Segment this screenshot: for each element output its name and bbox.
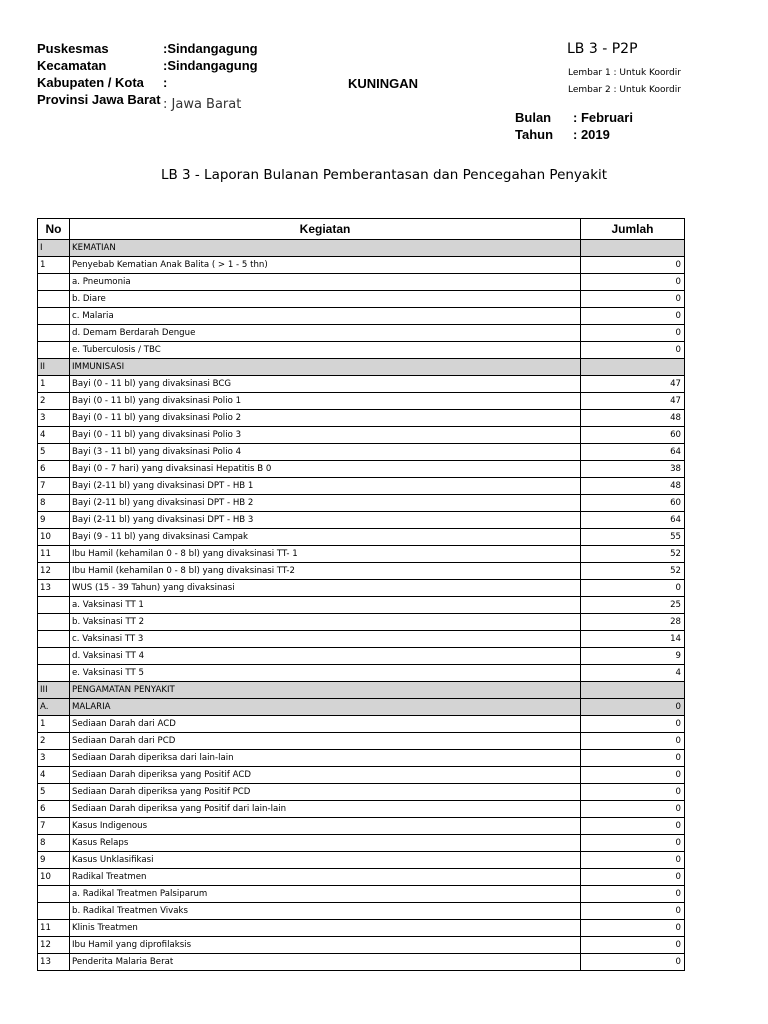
row-number: A. xyxy=(38,699,70,716)
row-kegiatan: Bayi (0 - 11 bl) yang divaksinasi Polio 2 xyxy=(70,410,581,427)
section-row xyxy=(38,359,685,376)
row-jumlah: 0 xyxy=(581,580,685,597)
row-jumlah: 48 xyxy=(581,410,685,427)
row-number: 2 xyxy=(38,733,70,750)
row-kegiatan: Klinis Treatmen xyxy=(70,920,581,937)
table-row xyxy=(38,801,685,818)
lembar-1-note: Lembar 1 : Untuk Koordir xyxy=(568,68,681,78)
row-number xyxy=(38,631,70,648)
row-number xyxy=(38,308,70,325)
row-kegiatan: Bayi (3 - 11 bl) yang divaksinasi Polio 4 xyxy=(70,444,581,461)
row-number: III xyxy=(38,682,70,699)
table-row xyxy=(38,291,685,308)
row-kegiatan: PENGAMATAN PENYAKIT xyxy=(70,682,581,699)
row-number xyxy=(38,342,70,359)
table-row xyxy=(38,631,685,648)
row-number xyxy=(38,597,70,614)
row-number xyxy=(38,648,70,665)
row-jumlah: 0 xyxy=(581,716,685,733)
table-row xyxy=(38,393,685,410)
row-kegiatan: Bayi (0 - 11 bl) yang divaksinasi Polio 1 xyxy=(70,393,581,410)
table-row xyxy=(38,614,685,631)
row-kegiatan: Bayi (2-11 bl) yang divaksinasi DPT - HB 3 xyxy=(70,512,581,529)
table-row xyxy=(38,597,685,614)
row-kegiatan: Bayi (9 - 11 bl) yang divaksinasi Campak xyxy=(70,529,581,546)
row-number xyxy=(38,903,70,920)
row-number xyxy=(38,665,70,682)
row-kegiatan: Bayi (0 - 11 bl) yang divaksinasi BCG xyxy=(70,376,581,393)
row-number: 8 xyxy=(38,495,70,512)
row-kegiatan: Sediaan Darah dari PCD xyxy=(70,733,581,750)
row-jumlah: 52 xyxy=(581,563,685,580)
row-number: 6 xyxy=(38,801,70,818)
row-jumlah: 0 xyxy=(581,291,685,308)
row-jumlah: 48 xyxy=(581,478,685,495)
table-row xyxy=(38,546,685,563)
row-number: 10 xyxy=(38,869,70,886)
row-jumlah: 0 xyxy=(581,903,685,920)
row-number: I xyxy=(38,240,70,257)
table-row xyxy=(38,835,685,852)
tahun-value: : 2019 xyxy=(573,127,610,142)
row-kegiatan: IMMUNISASI xyxy=(70,359,581,376)
row-kegiatan: Bayi (0 - 11 bl) yang divaksinasi Polio 3 xyxy=(70,427,581,444)
row-kegiatan: Kasus Indigenous xyxy=(70,818,581,835)
kabupaten-value: KUNINGAN xyxy=(348,76,419,91)
row-kegiatan: Sediaan Darah diperiksa yang Positif dari lain-lain xyxy=(70,801,581,818)
row-kegiatan: Kasus Unklasifikasi xyxy=(70,852,581,869)
row-kegiatan: KEMATIAN xyxy=(70,240,581,257)
row-kegiatan: e. Tuberculosis / TBC xyxy=(70,342,581,359)
row-number: 1 xyxy=(38,257,70,274)
table-row xyxy=(38,886,685,903)
row-jumlah: 38 xyxy=(581,461,685,478)
row-kegiatan: d. Demam Berdarah Dengue xyxy=(70,325,581,342)
row-number: 3 xyxy=(38,750,70,767)
row-number: 1 xyxy=(38,716,70,733)
table-row xyxy=(38,427,685,444)
section-row xyxy=(38,240,685,257)
table-row xyxy=(38,954,685,971)
row-jumlah: 0 xyxy=(581,257,685,274)
provinsi-value: : Jawa Barat xyxy=(163,97,242,112)
table-row xyxy=(38,869,685,886)
row-kegiatan: Sediaan Darah diperiksa yang Positif ACD xyxy=(70,767,581,784)
row-jumlah: 64 xyxy=(581,512,685,529)
row-number xyxy=(38,274,70,291)
row-kegiatan: Sediaan Darah diperiksa yang Positif PCD xyxy=(70,784,581,801)
header-jumlah: Jumlah xyxy=(581,219,685,240)
row-number: 12 xyxy=(38,937,70,954)
row-jumlah: 47 xyxy=(581,393,685,410)
table-row xyxy=(38,342,685,359)
table-row xyxy=(38,920,685,937)
row-jumlah: 60 xyxy=(581,427,685,444)
row-kegiatan: Bayi (2-11 bl) yang divaksinasi DPT - HB 2 xyxy=(70,495,581,512)
row-kegiatan: WUS (15 - 39 Tahun) yang divaksinasi xyxy=(70,580,581,597)
table-row xyxy=(38,461,685,478)
report-title: LB 3 - Laporan Bulanan Pemberantasan dan Pencegahan Penyakit xyxy=(160,167,608,183)
row-kegiatan: Bayi (0 - 7 hari) yang divaksinasi Hepatitis B 0 xyxy=(70,461,581,478)
row-jumlah: 0 xyxy=(581,733,685,750)
row-number: 11 xyxy=(38,546,70,563)
section-row xyxy=(38,699,685,716)
row-jumlah: 0 xyxy=(581,869,685,886)
row-kegiatan: Sediaan Darah dari ACD xyxy=(70,716,581,733)
row-number: 9 xyxy=(38,512,70,529)
row-number: 9 xyxy=(38,852,70,869)
kecamatan-label: Kecamatan xyxy=(37,58,107,73)
table-row xyxy=(38,478,685,495)
row-jumlah: 0 xyxy=(581,954,685,971)
provinsi-label: Provinsi Jawa Barat xyxy=(37,92,161,107)
row-number xyxy=(38,614,70,631)
row-jumlah: 52 xyxy=(581,546,685,563)
row-kegiatan: b. Radikal Treatmen Vivaks xyxy=(70,903,581,920)
table-row xyxy=(38,444,685,461)
table-row xyxy=(38,767,685,784)
table-row xyxy=(38,495,685,512)
row-kegiatan: Penderita Malaria Berat xyxy=(70,954,581,971)
table-row xyxy=(38,784,685,801)
table-header-row xyxy=(38,219,685,240)
row-kegiatan: Bayi (2-11 bl) yang divaksinasi DPT - HB 1 xyxy=(70,478,581,495)
row-jumlah: 47 xyxy=(581,376,685,393)
row-jumlah xyxy=(581,359,685,376)
row-number xyxy=(38,291,70,308)
row-jumlah: 0 xyxy=(581,342,685,359)
row-jumlah: 25 xyxy=(581,597,685,614)
row-number: 2 xyxy=(38,393,70,410)
row-number: 13 xyxy=(38,954,70,971)
tahun-label: Tahun xyxy=(515,127,554,142)
row-number xyxy=(38,325,70,342)
table-row xyxy=(38,937,685,954)
row-jumlah: 0 xyxy=(581,767,685,784)
bulan-value: : Februari xyxy=(573,110,633,125)
row-number: 5 xyxy=(38,784,70,801)
table-row xyxy=(38,716,685,733)
table-row xyxy=(38,376,685,393)
row-kegiatan: Ibu Hamil (kehamilan 0 - 8 bl) yang divaksinasi TT- 1 xyxy=(70,546,581,563)
row-number: 5 xyxy=(38,444,70,461)
row-kegiatan: Kasus Relaps xyxy=(70,835,581,852)
row-jumlah xyxy=(581,682,685,699)
row-kegiatan: b. Diare xyxy=(70,291,581,308)
row-kegiatan: Penyebab Kematian Anak Balita ( > 1 - 5 thn) xyxy=(70,257,581,274)
section-row xyxy=(38,682,685,699)
row-number: 3 xyxy=(38,410,70,427)
row-number: 7 xyxy=(38,818,70,835)
row-jumlah: 4 xyxy=(581,665,685,682)
lembar-2-note: Lembar 2 : Untuk Koordir xyxy=(568,85,681,95)
table-row xyxy=(38,325,685,342)
row-jumlah: 0 xyxy=(581,325,685,342)
row-kegiatan: c. Vaksinasi TT 3 xyxy=(70,631,581,648)
table-row xyxy=(38,648,685,665)
kabupaten-label: Kabupaten / Kota xyxy=(37,75,144,90)
row-jumlah: 0 xyxy=(581,937,685,954)
row-jumlah: 0 xyxy=(581,784,685,801)
row-kegiatan: Radikal Treatmen xyxy=(70,869,581,886)
header-kegiatan: Kegiatan xyxy=(70,219,581,240)
table-body xyxy=(38,240,685,971)
row-kegiatan: Ibu Hamil (kehamilan 0 - 8 bl) yang divaksinasi TT-2 xyxy=(70,563,581,580)
form-code: LB 3 - P2P xyxy=(567,41,638,57)
row-number: 13 xyxy=(38,580,70,597)
row-kegiatan: d. Vaksinasi TT 4 xyxy=(70,648,581,665)
table-row xyxy=(38,733,685,750)
row-kegiatan: Sediaan Darah diperiksa dari lain-lain xyxy=(70,750,581,767)
row-number xyxy=(38,886,70,903)
row-number: 1 xyxy=(38,376,70,393)
row-kegiatan: a. Vaksinasi TT 1 xyxy=(70,597,581,614)
row-jumlah: 0 xyxy=(581,750,685,767)
row-jumlah: 64 xyxy=(581,444,685,461)
row-kegiatan: a. Radikal Treatmen Palsiparum xyxy=(70,886,581,903)
row-jumlah: 0 xyxy=(581,852,685,869)
row-number: 8 xyxy=(38,835,70,852)
row-jumlah: 0 xyxy=(581,886,685,903)
row-number: 4 xyxy=(38,427,70,444)
row-kegiatan: b. Vaksinasi TT 2 xyxy=(70,614,581,631)
table-row xyxy=(38,563,685,580)
table-row xyxy=(38,580,685,597)
header-no: No xyxy=(38,219,70,240)
row-jumlah xyxy=(581,240,685,257)
puskesmas-label: Puskesmas xyxy=(37,41,109,56)
row-jumlah: 14 xyxy=(581,631,685,648)
table-row xyxy=(38,852,685,869)
row-jumlah: 0 xyxy=(581,835,685,852)
row-jumlah: 0 xyxy=(581,818,685,835)
row-jumlah: 55 xyxy=(581,529,685,546)
row-number: 6 xyxy=(38,461,70,478)
report-table xyxy=(37,218,685,971)
row-number: 12 xyxy=(38,563,70,580)
row-jumlah: 0 xyxy=(581,801,685,818)
row-number: 11 xyxy=(38,920,70,937)
row-number: 10 xyxy=(38,529,70,546)
kecamatan-value: :Sindangagung xyxy=(163,58,258,73)
row-jumlah: 0 xyxy=(581,699,685,716)
kabupaten-separator: : xyxy=(163,75,168,90)
table-row xyxy=(38,308,685,325)
row-jumlah: 0 xyxy=(581,308,685,325)
row-jumlah: 0 xyxy=(581,920,685,937)
table-row xyxy=(38,410,685,427)
row-jumlah: 28 xyxy=(581,614,685,631)
table-row xyxy=(38,818,685,835)
table-row xyxy=(38,257,685,274)
row-number: 4 xyxy=(38,767,70,784)
table-row xyxy=(38,274,685,291)
puskesmas-value: :Sindangagung xyxy=(163,41,258,56)
row-jumlah: 0 xyxy=(581,274,685,291)
row-jumlah: 9 xyxy=(581,648,685,665)
table-row xyxy=(38,750,685,767)
table-row xyxy=(38,903,685,920)
row-number: II xyxy=(38,359,70,376)
bulan-label: Bulan xyxy=(515,110,552,125)
row-jumlah: 60 xyxy=(581,495,685,512)
table-row xyxy=(38,665,685,682)
table-row xyxy=(38,512,685,529)
table-row xyxy=(38,529,685,546)
row-number: 7 xyxy=(38,478,70,495)
row-kegiatan: c. Malaria xyxy=(70,308,581,325)
row-kegiatan: MALARIA xyxy=(70,699,581,716)
row-kegiatan: Ibu Hamil yang diprofilaksis xyxy=(70,937,581,954)
row-kegiatan: e. Vaksinasi TT 5 xyxy=(70,665,581,682)
row-kegiatan: a. Pneumonia xyxy=(70,274,581,291)
